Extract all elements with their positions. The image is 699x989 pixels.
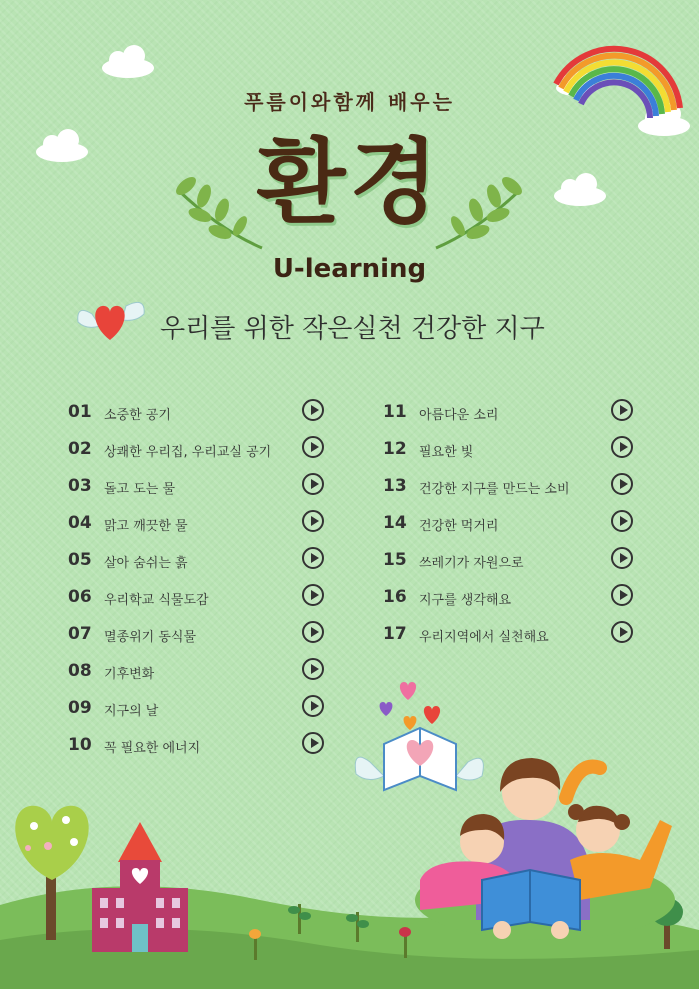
lesson-number: 11 xyxy=(383,402,407,422)
play-icon[interactable] xyxy=(302,621,324,643)
lesson-number: 17 xyxy=(383,624,407,644)
play-icon[interactable] xyxy=(611,584,633,606)
lesson-title[interactable]: 지구의 날 xyxy=(104,704,159,719)
lesson-item[interactable] xyxy=(68,698,330,735)
lesson-title[interactable]: 멸종위기 동식물 xyxy=(104,630,197,645)
hill xyxy=(0,886,699,989)
play-icon[interactable] xyxy=(302,473,324,495)
page-subtitle: 푸름이와함께 배우는 xyxy=(244,90,455,114)
lesson-item[interactable] xyxy=(68,513,330,550)
lesson-item[interactable] xyxy=(68,439,330,476)
lesson-item[interactable] xyxy=(383,513,639,550)
lesson-title[interactable]: 지구를 생각해요 xyxy=(419,593,512,608)
lesson-list-left xyxy=(68,402,330,772)
play-icon[interactable] xyxy=(302,547,324,569)
lesson-item[interactable] xyxy=(68,624,330,661)
lesson-title[interactable]: 꼭 필요한 에너지 xyxy=(104,741,201,756)
lesson-title[interactable]: 맑고 깨끗한 물 xyxy=(104,519,188,534)
heart-tree-icon xyxy=(15,806,683,949)
lesson-item[interactable] xyxy=(68,476,330,513)
play-icon[interactable] xyxy=(302,658,324,680)
lesson-number: 06 xyxy=(68,587,92,607)
lesson-item[interactable] xyxy=(68,587,330,624)
play-icon[interactable] xyxy=(611,436,633,458)
lesson-number: 14 xyxy=(383,513,407,533)
lesson-item[interactable] xyxy=(68,402,330,439)
lesson-title[interactable]: 필요한 빛 xyxy=(419,445,474,460)
lesson-title[interactable]: 돌고 도는 물 xyxy=(104,482,176,497)
open-book-icon xyxy=(355,682,483,790)
lesson-number: 08 xyxy=(68,661,92,681)
lesson-title[interactable]: 소중한 공기 xyxy=(104,408,171,423)
play-icon[interactable] xyxy=(611,399,633,421)
lesson-item[interactable] xyxy=(68,661,330,698)
lesson-title[interactable]: 우리학교 식물도감 xyxy=(104,593,209,608)
lesson-title[interactable]: 아름다운 소리 xyxy=(419,408,499,423)
lesson-item[interactable] xyxy=(383,402,639,439)
lesson-number: 09 xyxy=(68,698,92,718)
lesson-number: 12 xyxy=(383,439,407,459)
lesson-title[interactable]: 건강한 지구를 만드는 소비 xyxy=(419,482,570,497)
play-icon[interactable] xyxy=(302,695,324,717)
play-icon[interactable] xyxy=(611,621,633,643)
play-icon[interactable] xyxy=(611,547,633,569)
lesson-item[interactable] xyxy=(383,624,639,661)
winged-heart-icon xyxy=(78,302,144,340)
lesson-item[interactable] xyxy=(383,439,639,476)
lesson-number: 05 xyxy=(68,550,92,570)
lesson-number: 16 xyxy=(383,587,407,607)
lesson-title[interactable]: 건강한 먹거리 xyxy=(419,519,499,534)
lesson-number: 02 xyxy=(68,439,92,459)
lesson-item[interactable] xyxy=(68,550,330,587)
lesson-number: 03 xyxy=(68,476,92,496)
sprout-icon xyxy=(249,904,411,960)
play-icon[interactable] xyxy=(302,732,324,754)
lesson-number: 15 xyxy=(383,550,407,570)
lesson-number: 10 xyxy=(68,735,92,755)
lesson-number: 01 xyxy=(68,402,92,422)
lesson-title[interactable]: 쓰레기가 자원으로 xyxy=(419,556,524,571)
lesson-number: 04 xyxy=(68,513,92,533)
lesson-title[interactable]: 살아 숨쉬는 흙 xyxy=(104,556,188,571)
u-learning-label: U-learning xyxy=(272,254,427,284)
lesson-title[interactable]: 상쾌한 우리집, 우리교실 공기 xyxy=(104,445,272,460)
play-icon[interactable] xyxy=(611,473,633,495)
family-illustration xyxy=(415,758,675,940)
play-icon[interactable] xyxy=(302,584,324,606)
lesson-item[interactable] xyxy=(383,476,639,513)
slogan: 우리를 위한 작은실천 건강한 지구 xyxy=(160,314,545,344)
lesson-item[interactable] xyxy=(383,587,639,624)
play-icon[interactable] xyxy=(302,436,324,458)
play-icon[interactable] xyxy=(611,510,633,532)
lesson-title[interactable]: 기후변화 xyxy=(104,667,155,682)
play-icon[interactable] xyxy=(302,399,324,421)
lesson-number: 13 xyxy=(383,476,407,496)
lesson-number: 07 xyxy=(68,624,92,644)
page-title: 환경 xyxy=(256,129,443,236)
school-building-icon xyxy=(92,822,188,952)
lesson-title[interactable]: 우리지역에서 실천해요 xyxy=(419,630,549,645)
lesson-item[interactable] xyxy=(383,550,639,587)
lesson-item[interactable] xyxy=(68,735,330,772)
lesson-list-right xyxy=(383,402,639,661)
play-icon[interactable] xyxy=(302,510,324,532)
